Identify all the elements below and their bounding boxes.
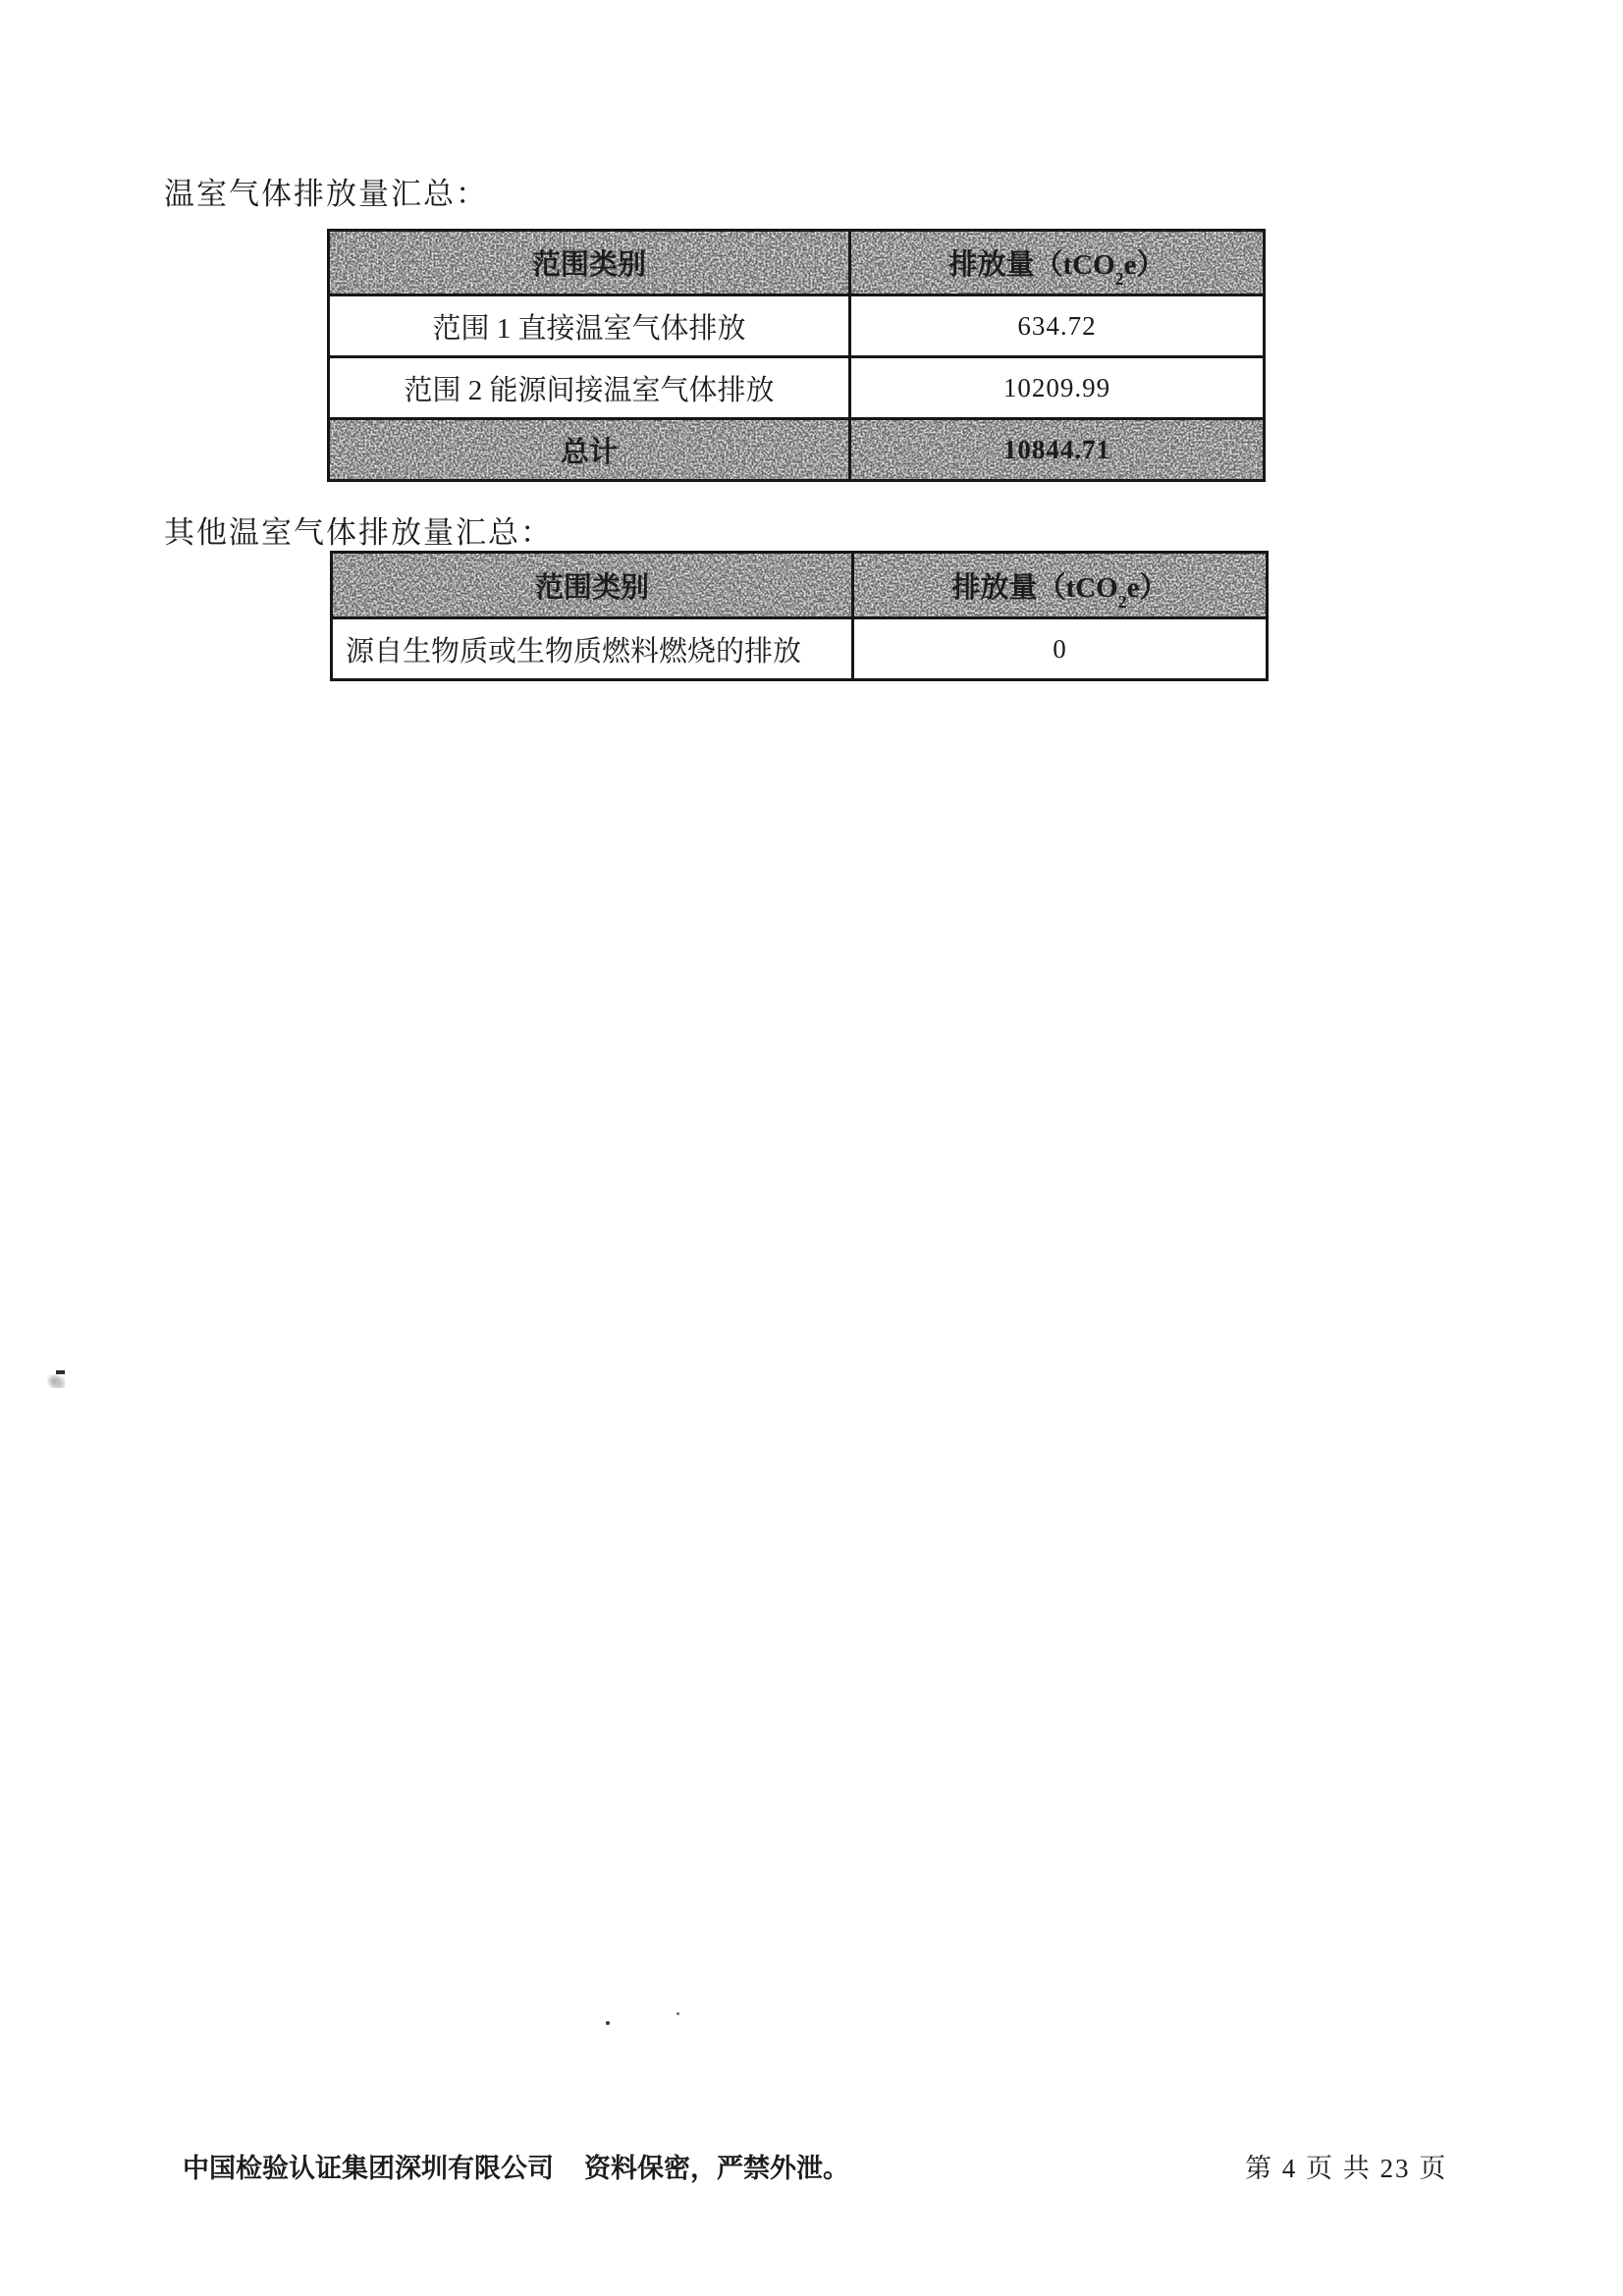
total-label: 总计: [560, 436, 618, 468]
other-ghg-summary-table: [330, 551, 1269, 681]
emission-header-label: 排放量（tCO$_2$e）: [951, 571, 1168, 612]
ghg-summary-table: [327, 229, 1266, 482]
scope1-label: 范围 1 直接温室气体排放: [432, 312, 746, 345]
scope-header-label: 范围类别: [531, 249, 646, 281]
biomass-label: 源自生物质或生物质燃料燃烧的排放: [346, 635, 802, 667]
scan-artifact-blob: [47, 1374, 65, 1388]
section2-title: 其他温室气体排放量汇总：: [164, 515, 553, 550]
header-cell-scope: [333, 554, 854, 616]
scope2-value: 10209.99: [1002, 372, 1111, 402]
header-cell-emission: [854, 554, 1266, 616]
table-row: [330, 355, 1263, 417]
scope1-value: 634.72: [1017, 310, 1097, 341]
biomass-value: 0: [1053, 633, 1067, 664]
total-value: 10844.71: [1002, 434, 1111, 464]
scope2-label-cell: [330, 358, 851, 417]
footer-confidentiality: 资料保密，严禁外泄。: [584, 2154, 849, 2183]
total-value-cell: [851, 420, 1263, 479]
header-cell-emission: [851, 232, 1263, 294]
total-label-cell: [330, 420, 851, 479]
table-row: [330, 294, 1263, 355]
header-cell-scope: [330, 232, 851, 294]
scan-artifact-speck: [676, 2012, 679, 2015]
emission-header-label: 排放量（tCO$_2$e）: [948, 249, 1165, 290]
table-header-row: [330, 232, 1263, 294]
table-header-row: [333, 554, 1266, 616]
section1-title: 温室气体排放量汇总：: [164, 177, 488, 211]
scope1-value-cell: [851, 296, 1263, 355]
scope1-label-cell: [330, 296, 851, 355]
footer-page-number: 第 4 页 共 23 页: [1245, 2154, 1448, 2183]
scan-artifact-speck: [606, 2021, 610, 2025]
table-row: [333, 616, 1266, 678]
biomass-label-cell: [333, 619, 854, 678]
table-total-row: [330, 417, 1263, 479]
biomass-value-cell: [854, 619, 1266, 678]
scope2-value-cell: [851, 358, 1263, 417]
scope2-label: 范围 2 能源间接温室气体排放: [404, 374, 775, 406]
footer-company: 中国检验认证集团深圳有限公司: [183, 2154, 554, 2183]
scope-header-label: 范围类别: [534, 571, 649, 604]
